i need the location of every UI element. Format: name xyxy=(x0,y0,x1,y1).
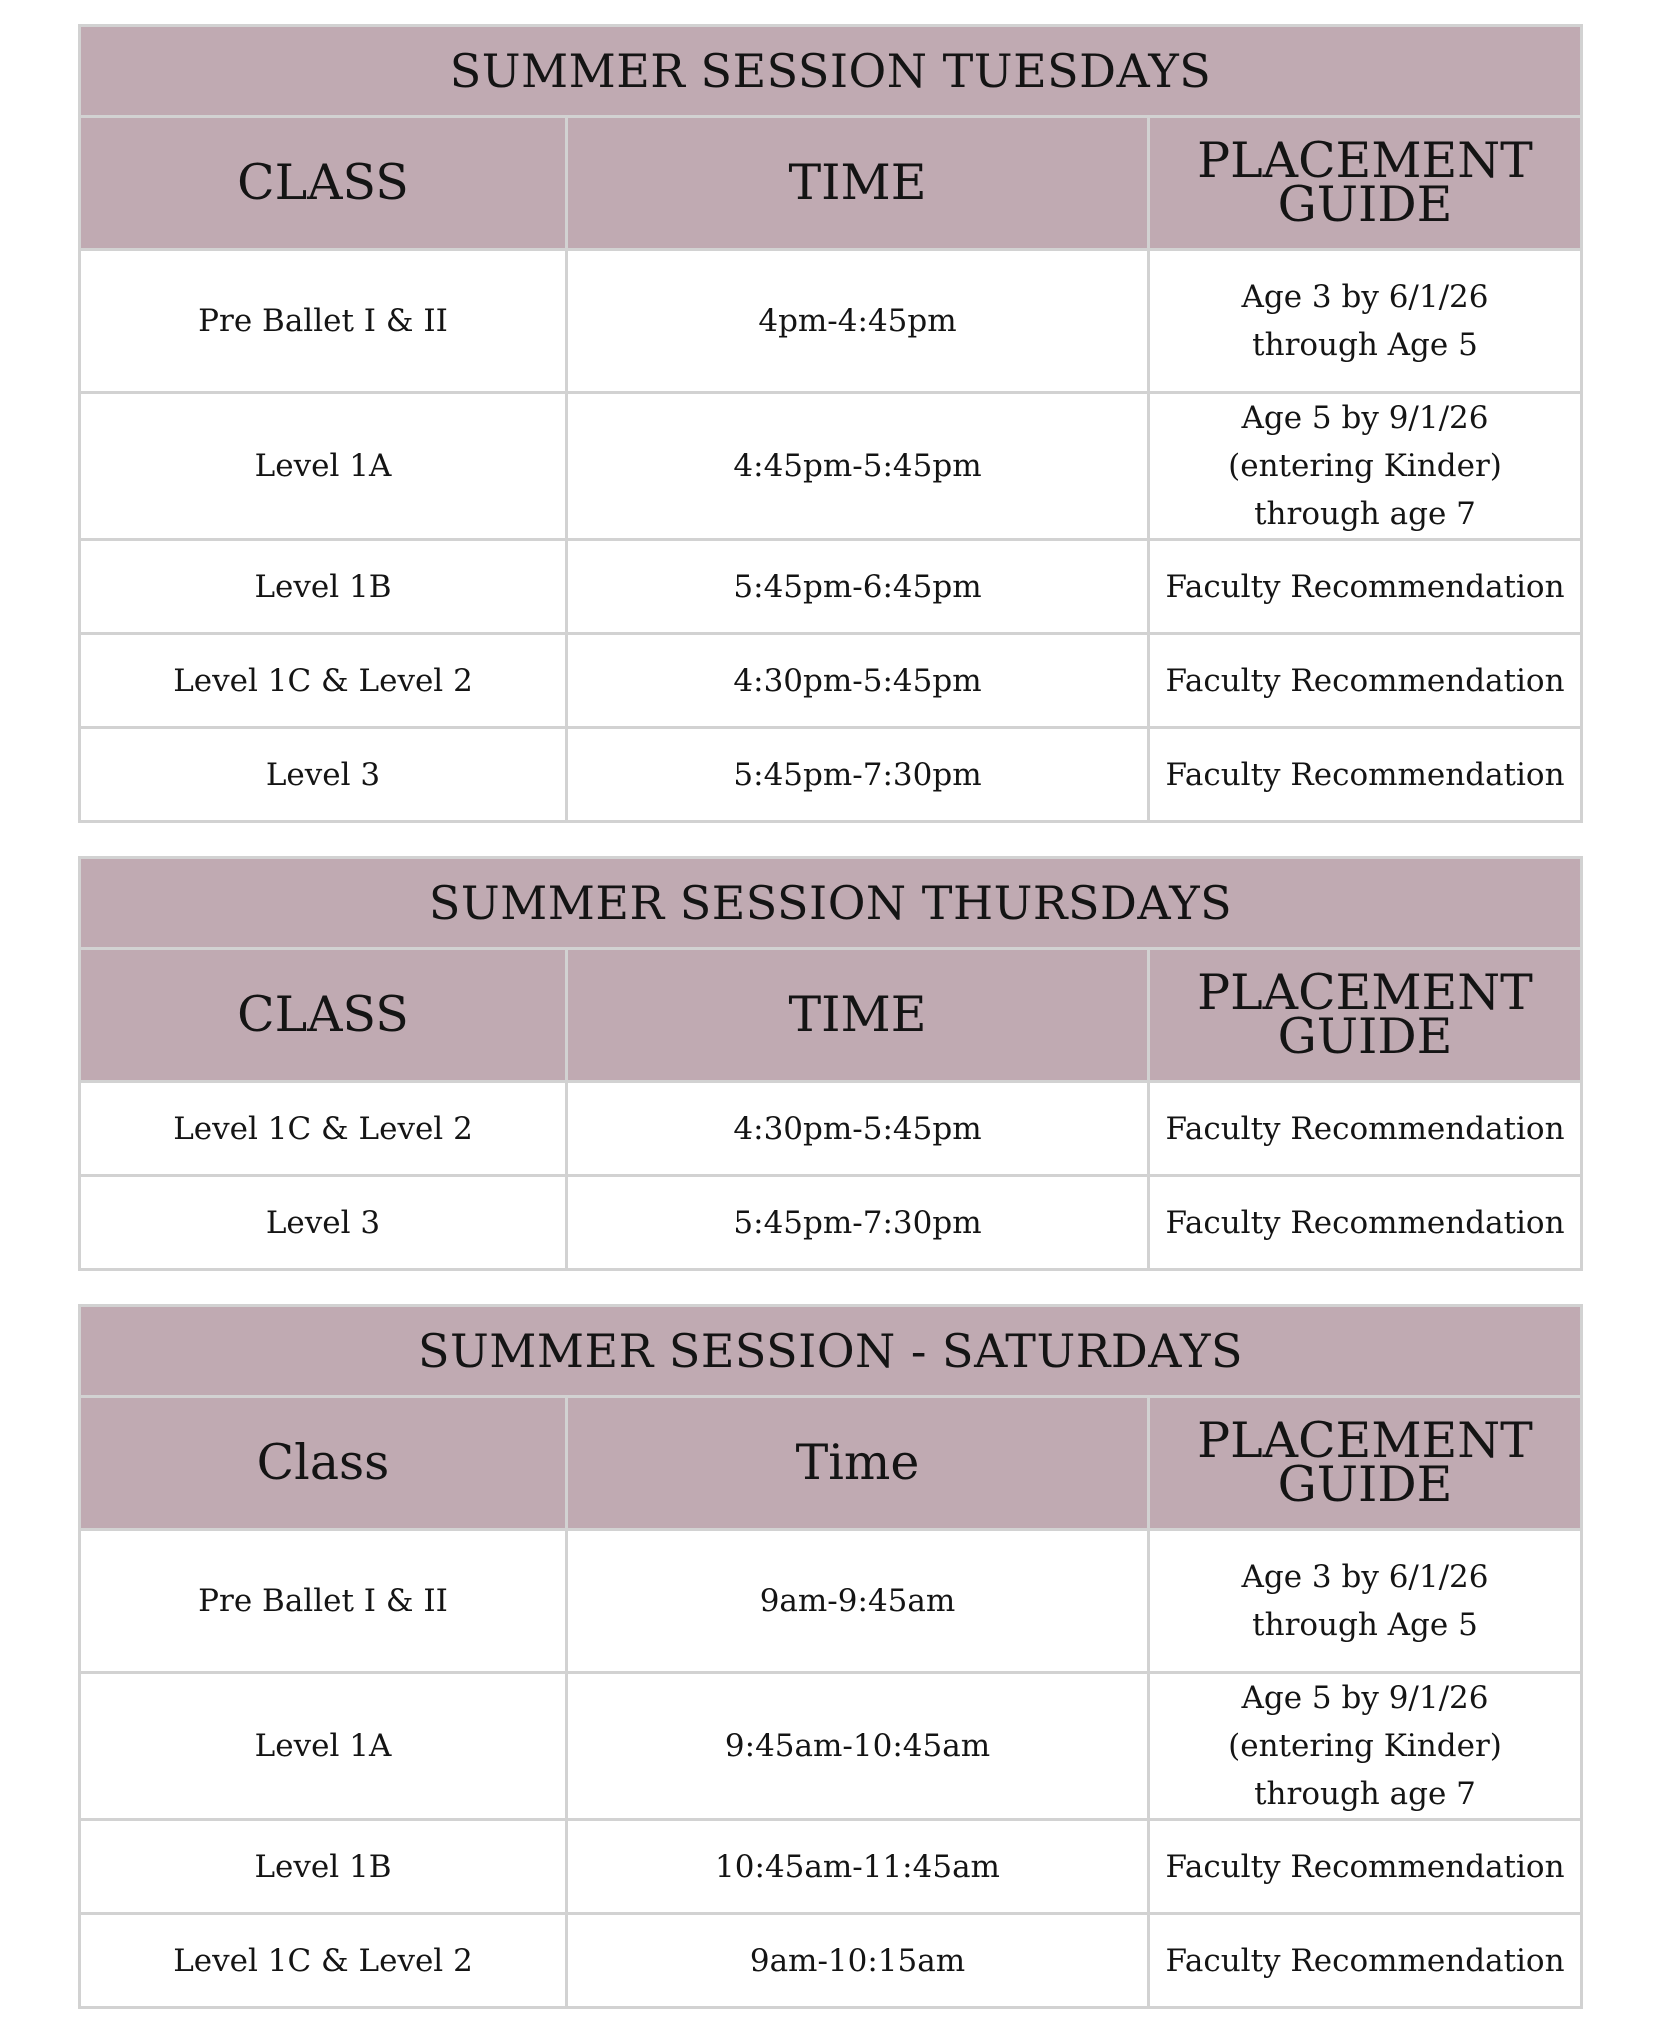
time-cell: 9am-9:45am xyxy=(567,1530,1149,1673)
time-cell: 4:30pm-5:45pm xyxy=(567,1082,1149,1176)
time-cell: 4:30pm-5:45pm xyxy=(567,634,1149,728)
class-cell: Level 1A xyxy=(80,1673,567,1820)
table-title: SUMMER SESSION TUESDAYS xyxy=(80,26,1582,117)
column-header-time: TIME xyxy=(567,949,1149,1082)
placement-cell: Faculty Recommendation xyxy=(1149,728,1582,822)
time-cell: 5:45pm-6:45pm xyxy=(567,540,1149,634)
table-row xyxy=(80,1082,1582,1176)
column-header-class: Class xyxy=(80,1397,567,1530)
table-row xyxy=(80,728,1582,822)
table-row xyxy=(80,1530,1582,1673)
class-cell: Pre Ballet I & II xyxy=(80,250,567,393)
table-title: SUMMER SESSION THURSDAYS xyxy=(80,858,1582,949)
column-header-class: CLASS xyxy=(80,117,567,250)
class-cell: Pre Ballet I & II xyxy=(80,1530,567,1673)
placement-cell xyxy=(1149,393,1582,540)
column-header-time: Time xyxy=(567,1397,1149,1530)
placement-text: Age 3 by 6/1/26 through Age 5 xyxy=(1241,1559,1489,1643)
column-header-placement xyxy=(1149,949,1582,1082)
placement-header-text: PLACEMENT GUIDE xyxy=(1197,964,1533,1065)
class-cell: Level 1B xyxy=(80,540,567,634)
class-cell: Level 1C & Level 2 xyxy=(80,1914,567,2008)
placement-cell: Faculty Recommendation xyxy=(1149,634,1582,728)
time-cell: 9am-10:15am xyxy=(567,1914,1149,2008)
time-cell: 5:45pm-7:30pm xyxy=(567,1176,1149,1270)
time-cell: 10:45am-11:45am xyxy=(567,1820,1149,1914)
class-cell: Level 1A xyxy=(80,393,567,540)
table-row xyxy=(80,1914,1582,2008)
class-cell: Level 1B xyxy=(80,1820,567,1914)
column-header-placement xyxy=(1149,1397,1582,1530)
saturdays-table xyxy=(78,1304,1583,2009)
table-title: SUMMER SESSION - SATURDAYS xyxy=(80,1306,1582,1397)
column-header-time: TIME xyxy=(567,117,1149,250)
time-cell: 4pm-4:45pm xyxy=(567,250,1149,393)
tuesdays-table xyxy=(78,24,1583,823)
class-cell: Level 3 xyxy=(80,728,567,822)
placement-header-text: PLACEMENT GUIDE xyxy=(1197,1412,1533,1513)
time-cell: 9:45am-10:45am xyxy=(567,1673,1149,1820)
table-row xyxy=(80,393,1582,540)
placement-text: Age 5 by 9/1/26 (entering Kinder) through age 7 xyxy=(1228,400,1502,532)
table-row xyxy=(80,250,1582,393)
placement-text: Age 5 by 9/1/26 (entering Kinder) through age 7 xyxy=(1228,1680,1502,1812)
placement-text: Age 3 by 6/1/26 through Age 5 xyxy=(1241,279,1489,363)
placement-header-text: PLACEMENT GUIDE xyxy=(1197,132,1533,233)
class-cell: Level 1C & Level 2 xyxy=(80,634,567,728)
table-row xyxy=(80,634,1582,728)
column-header-placement xyxy=(1149,117,1582,250)
placement-cell: Faculty Recommendation xyxy=(1149,1820,1582,1914)
table-row xyxy=(80,540,1582,634)
placement-cell: Faculty Recommendation xyxy=(1149,1176,1582,1270)
placement-cell xyxy=(1149,1530,1582,1673)
thursdays-table xyxy=(78,856,1583,1271)
time-cell: 4:45pm-5:45pm xyxy=(567,393,1149,540)
time-cell: 5:45pm-7:30pm xyxy=(567,728,1149,822)
placement-cell: Faculty Recommendation xyxy=(1149,540,1582,634)
class-cell: Level 3 xyxy=(80,1176,567,1270)
class-cell: Level 1C & Level 2 xyxy=(80,1082,567,1176)
table-row xyxy=(80,1176,1582,1270)
table-row xyxy=(80,1820,1582,1914)
table-row xyxy=(80,1673,1582,1820)
placement-cell xyxy=(1149,1673,1582,1820)
placement-cell: Faculty Recommendation xyxy=(1149,1914,1582,2008)
column-header-class: CLASS xyxy=(80,949,567,1082)
placement-cell: Faculty Recommendation xyxy=(1149,1082,1582,1176)
placement-cell xyxy=(1149,250,1582,393)
